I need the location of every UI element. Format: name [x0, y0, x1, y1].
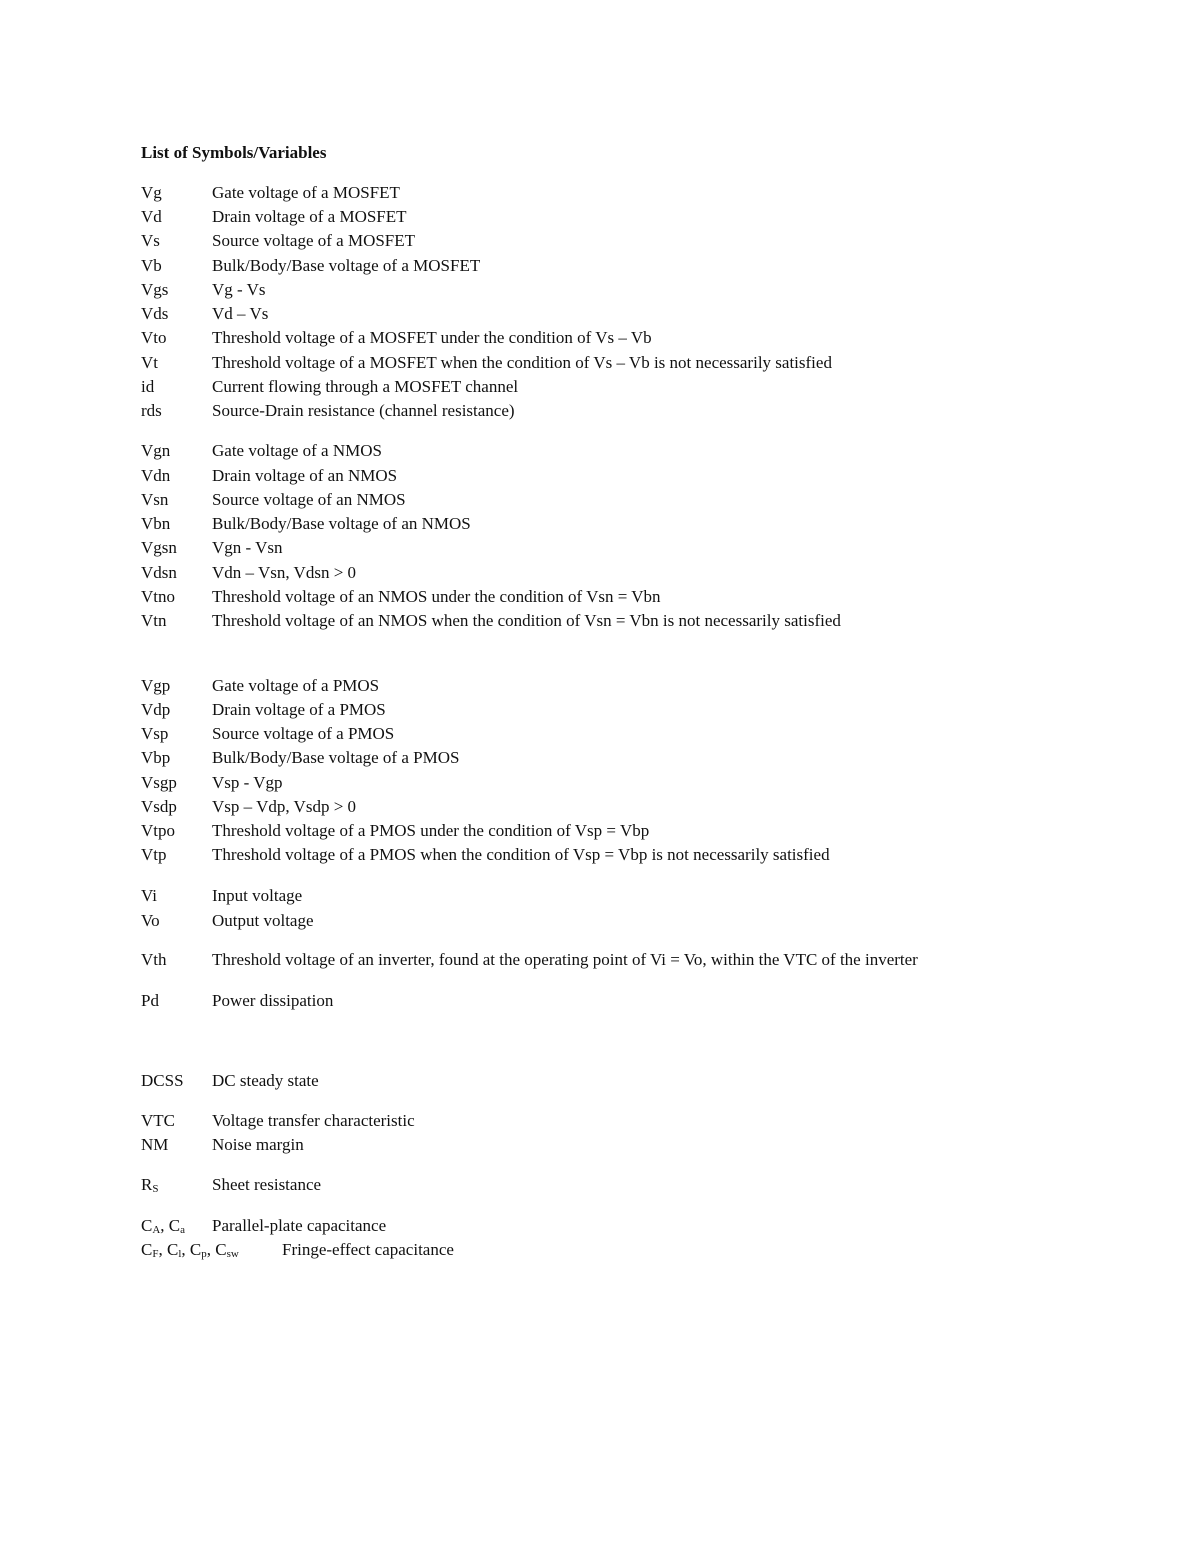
symbol-subscript: A — [152, 1224, 161, 1236]
symbol-subscript: l — [178, 1248, 182, 1260]
symbol-base: C — [215, 1240, 227, 1259]
symbol: Vsgp — [141, 773, 177, 792]
definition: Vd – Vs — [212, 304, 269, 323]
symbol-base: C — [168, 1216, 181, 1235]
symbol-base: C — [189, 1240, 202, 1259]
definition: Input voltage — [212, 886, 303, 905]
symbol: Vdn — [141, 466, 171, 485]
symbol-base: C — [141, 1240, 153, 1259]
definition: Source voltage of a PMOS — [212, 724, 395, 743]
symbol: id — [141, 377, 155, 396]
symbol: Vbn — [141, 514, 171, 533]
symbol — [141, 1239, 239, 1261]
symbol: Vtn — [141, 611, 167, 630]
separator: , — [206, 1240, 216, 1259]
definition: Current flowing through a MOSFET channel — [212, 377, 519, 396]
definition: Gate voltage of a PMOS — [212, 676, 380, 695]
separator: , — [160, 1216, 169, 1235]
symbol: Vdp — [141, 700, 171, 719]
definition: Threshold voltage of an inverter, found at the operating point of Vi = Vo, within the VTC of the inverter — [212, 950, 918, 969]
separator: , — [158, 1240, 167, 1259]
symbol: rds — [141, 401, 162, 420]
symbol: Vgn — [141, 441, 171, 460]
symbol-base: C — [141, 1216, 153, 1235]
definition: Threshold voltage of a PMOS under the condition of Vsp = Vbp — [212, 821, 650, 840]
symbol: Vtpo — [141, 821, 175, 840]
definition: Source voltage of an NMOS — [212, 490, 406, 509]
symbol: Vtp — [141, 845, 167, 864]
symbol: Vgsn — [141, 538, 177, 557]
definition: Fringe-effect capacitance — [282, 1240, 454, 1259]
symbol: Vto — [141, 328, 167, 347]
definition: Source-Drain resistance (channel resistance) — [212, 401, 515, 420]
symbol: Vo — [141, 911, 160, 930]
definition: Gate voltage of a MOSFET — [212, 183, 400, 202]
definition: Bulk/Body/Base voltage of an NMOS — [212, 514, 471, 533]
symbol-subscript: sw — [226, 1248, 239, 1260]
symbol: Vt — [141, 353, 158, 372]
definition: Source voltage of a MOSFET — [212, 231, 416, 250]
definition: Threshold voltage of an NMOS under the condition of Vsn = Vbn — [212, 587, 661, 606]
symbol-subscript: p — [201, 1248, 207, 1260]
page-title: List of Symbols/Variables — [141, 143, 327, 162]
symbol: Vds — [141, 304, 169, 323]
symbol: Vb — [141, 256, 162, 275]
definition: Bulk/Body/Base voltage of a MOSFET — [212, 256, 481, 275]
symbol: Vi — [141, 886, 157, 905]
symbol: NM — [141, 1135, 169, 1154]
symbol: Vs — [141, 231, 160, 250]
definition: Drain voltage of a PMOS — [212, 700, 386, 719]
definition: Power dissipation — [212, 991, 334, 1010]
definition: Gate voltage of a NMOS — [212, 441, 382, 460]
symbol-subscript: F — [152, 1248, 159, 1260]
definition: Vsp - Vgp — [212, 773, 283, 792]
symbol — [141, 1215, 185, 1237]
symbol — [141, 1174, 158, 1196]
definition: Threshold voltage of a PMOS when the condition of Vsp = Vbp is not necessarily satisfied — [212, 845, 830, 864]
definition: Parallel-plate capacitance — [212, 1216, 387, 1235]
symbol: Vtno — [141, 587, 175, 606]
symbol-base: C — [166, 1240, 179, 1259]
symbol: Vg — [141, 183, 162, 202]
definition: Threshold voltage of an NMOS when the condition of Vsn = Vbn is not necessarily satisfied — [212, 611, 841, 630]
definition: Output voltage — [212, 911, 314, 930]
definition: Drain voltage of a MOSFET — [212, 207, 407, 226]
definition: Vsp – Vdp, Vsdp > 0 — [212, 797, 357, 816]
definition: Bulk/Body/Base voltage of a PMOS — [212, 748, 460, 767]
separator: , — [181, 1240, 190, 1259]
symbol: Vsp — [141, 724, 169, 743]
symbol: Vd — [141, 207, 162, 226]
definition: Drain voltage of an NMOS — [212, 466, 398, 485]
definition: Vg - Vs — [212, 280, 266, 299]
symbol: Vgp — [141, 676, 171, 695]
symbol-subscript: a — [180, 1224, 186, 1236]
symbol: Vsn — [141, 490, 169, 509]
definition: Threshold voltage of a MOSFET when the condition of Vs – Vb is not necessarily satisfied — [212, 353, 832, 372]
symbol: Vdsn — [141, 563, 177, 582]
definition: Noise margin — [212, 1135, 304, 1154]
definition: Vdn – Vsn, Vdsn > 0 — [212, 563, 357, 582]
symbol: Vgs — [141, 280, 169, 299]
symbol-subscript: S — [152, 1183, 159, 1195]
symbol: VTC — [141, 1111, 175, 1130]
definition: Vgn - Vsn — [212, 538, 283, 557]
symbol: Vbp — [141, 748, 171, 767]
symbol: Vsdp — [141, 797, 177, 816]
symbol: Vth — [141, 950, 167, 969]
definition: Threshold voltage of a MOSFET under the condition of Vs – Vb — [212, 328, 652, 347]
symbol: Pd — [141, 991, 159, 1010]
definition: Voltage transfer characteristic — [212, 1111, 415, 1130]
symbol-base: R — [141, 1175, 153, 1194]
definition: Sheet resistance — [212, 1175, 322, 1194]
definition: DC steady state — [212, 1071, 319, 1090]
symbol: DCSS — [141, 1071, 184, 1090]
